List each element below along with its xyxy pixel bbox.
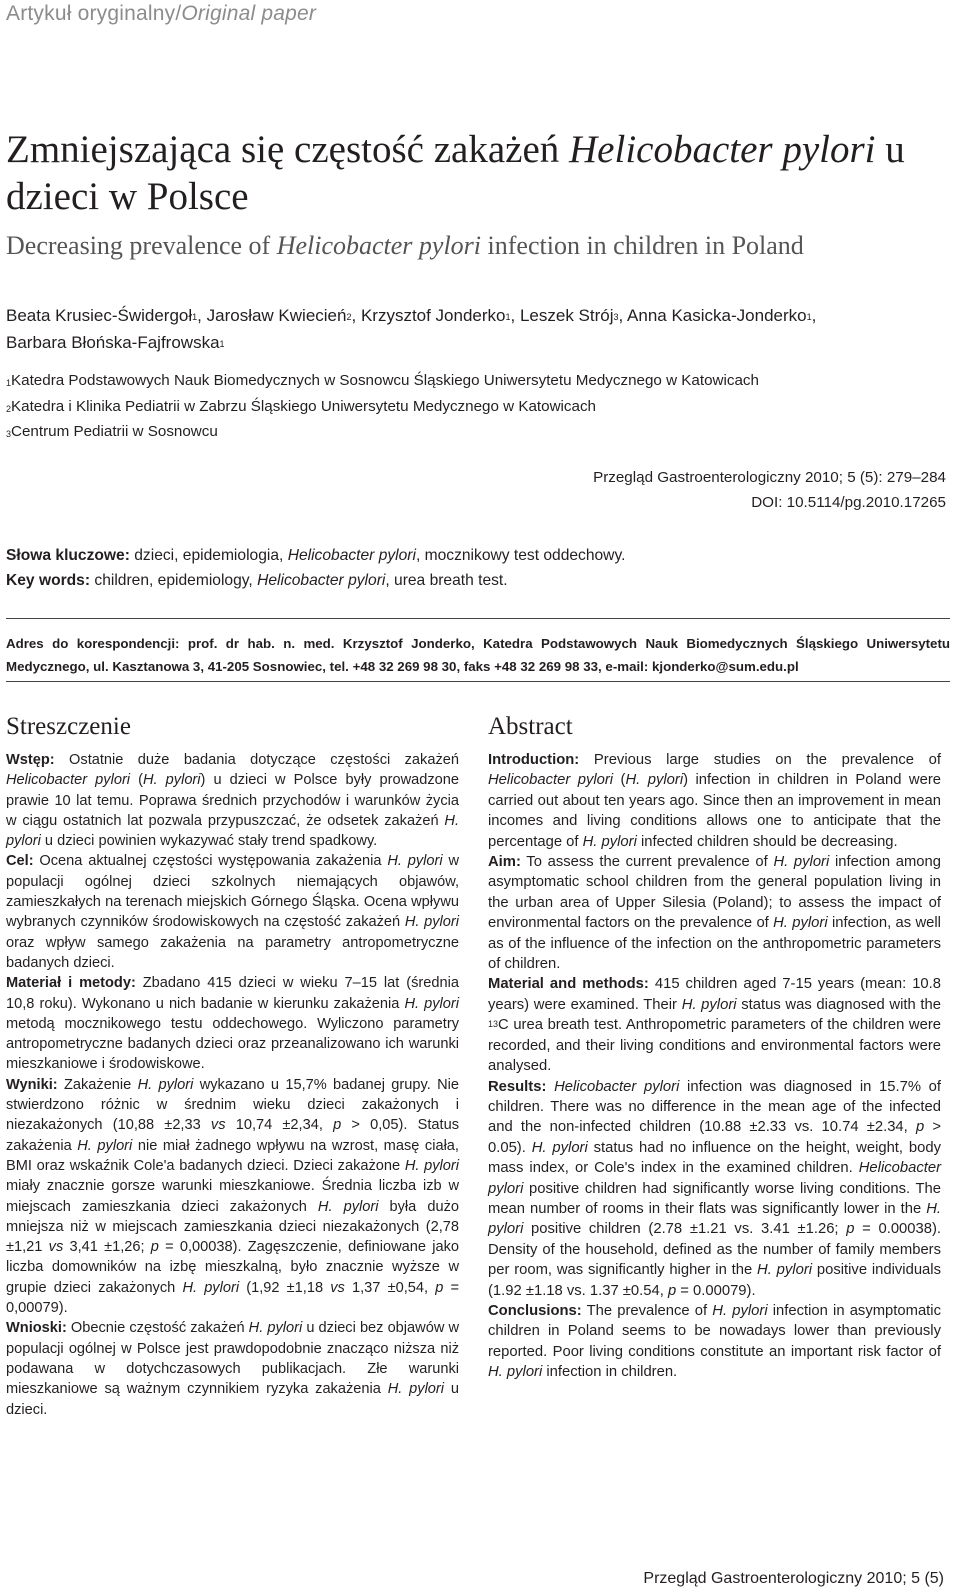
text-run: metodą mocznikowego testu oddechowego. Wyliczono parametry antropometryczne badanych dzieci oraz przeanalizowano ich warunki mieszkaniowe i środowiskowe. <box>6 1015 459 1073</box>
italic-run: Helicobacter pylori <box>488 772 614 789</box>
italic-run: Helicobacter pylori <box>554 1078 680 1095</box>
keywords-block <box>6 543 956 593</box>
text-run: To assess the current prevalence of <box>520 854 774 871</box>
text-run: = 0.00038). Density of the household, defined as the number of family members per room, was significantly higher in the <box>488 1221 942 1279</box>
italic-run: H. pylori <box>77 1137 133 1154</box>
affiliation-number: 1 <box>6 378 12 388</box>
title-polish <box>6 126 956 220</box>
italic-run: p <box>333 1117 342 1134</box>
text-run: infection, as well as of the influence of the infection on the anthropometric parameters of children. <box>488 915 941 973</box>
italic-run: H. pylori <box>773 915 828 932</box>
author-affiliation-mark: 1 <box>806 312 812 322</box>
text-run: positive children had significantly worse living conditions. The mean number of rooms in their flats was significantly lower in the <box>488 1180 941 1217</box>
abstract-text <box>488 750 941 1383</box>
text-run: ) infection in children in Poland were carried out about ten years ago. Since then an improvement in mean incomes and living conditions allows one to anticipate that the percentage of <box>488 772 941 850</box>
title-en-text: Decreasing prevalence of <box>6 231 277 260</box>
italic-run: p <box>915 1119 925 1136</box>
author: Anna Kasicka-Jonderko$^1$, <box>627 306 817 325</box>
affiliation-list <box>6 368 956 445</box>
italic-run: H. pylori <box>681 996 737 1013</box>
italic-run: H. pylori <box>248 1320 303 1337</box>
keywords-pl-label: Słowa kluczowe: <box>6 547 130 564</box>
italic-run: H. pylori <box>404 995 459 1012</box>
streszczenie-text <box>6 750 459 1420</box>
author-name: Krzysztof Jonderko <box>360 306 506 325</box>
text-run: = 0,00079). <box>6 1279 460 1317</box>
text-run: u dzieci powinien wykazywać stały trend spadkowy. <box>40 833 378 850</box>
italic-run: H. pylori <box>712 1302 768 1319</box>
italic-run: vs <box>330 1279 345 1296</box>
streszczenie-heading: Streszczenie <box>6 713 131 740</box>
affiliation-number: 3 <box>6 429 12 439</box>
text-run: Ostatnie duże badania dotyczące częstości zakażeń <box>54 752 459 768</box>
italic-run: H. pylori <box>531 1139 588 1156</box>
text-run: Obecnie częstość zakażeń <box>66 1320 249 1337</box>
text-run: w populacji ogólnej dzieci szkolnych niemających objawów, zamieszkałych na terenach miejskich Górnego Śląska. Ocena wpływu wybranych czynników środowiskowych na częstość zakażeń <box>6 853 460 931</box>
page-footer: Przegląd Gastroenterologiczny 2010; 5 (5) <box>643 1570 944 1587</box>
keywords-en-text-end: , urea breath test. <box>385 572 508 589</box>
doi: DOI: 10.5114/pg.2010.17265 <box>751 494 946 511</box>
text-run: Previous large studies on the prevalence of <box>579 752 941 768</box>
title-pl-text: Zmniejszająca się częstość zakażeń <box>6 128 570 171</box>
section-label-material: Materiał i metody: <box>6 975 136 992</box>
streszczenie-column <box>6 710 459 1420</box>
keywords-english <box>6 568 956 593</box>
divider-top <box>6 618 950 619</box>
text-run: ( <box>130 772 143 789</box>
text-run: 10,74 ±2,34, <box>225 1117 334 1134</box>
section-label-methods: Material and methods: <box>488 976 649 993</box>
italic-run: H. pylori <box>757 1262 813 1279</box>
text-run: 1,37 ±0,54, <box>344 1279 436 1296</box>
italic-run: p <box>435 1279 444 1296</box>
italic-run: Helicobacter pylori <box>488 1160 941 1197</box>
author: Leszek Strój$^3$, <box>519 306 628 325</box>
text-run: status had no influence on the height, weight, body mass index, or Cole's index in the examined children. <box>488 1139 942 1177</box>
italic-run: H. pylori <box>488 1200 941 1238</box>
author-name: Beata Krusiec-Świdergoł <box>6 306 193 325</box>
keywords-en-species: Helicobacter pylori <box>257 572 386 589</box>
section-label-conclusions: Conclusions: <box>488 1302 582 1319</box>
text-run: Zbadano 415 dzieci w wieku 7–15 lat (średnia 10,8 roku). Wykonano u nich badanie w kierunku zakażenia <box>6 975 459 1012</box>
text-run: ) u dzieci w Polsce były prowadzone prawie 10 lat temu. Poprawa średnich przychodów i warunków życia w ciągu ostatnich lat pozwala przypuszczać, że odsetek zakażeń <box>6 772 460 829</box>
title-english <box>6 230 956 262</box>
italic-run: H. pylori <box>387 1381 445 1398</box>
author: Beata Krusiec-Świdergoł$^1$, <box>6 306 207 325</box>
section-label-introduction: Introduction: <box>488 752 580 768</box>
author-name: Jarosław Kwiecień <box>206 306 347 325</box>
section-label-wyniki: Wyniki: <box>6 1076 58 1093</box>
author-affiliation-mark: 1 <box>192 312 198 322</box>
italic-run: H. pylori <box>488 1364 543 1381</box>
italic-run: H. pylori <box>625 772 684 789</box>
italic-run: Helicobacter pylori <box>6 772 131 789</box>
author-affiliation-mark: 1 <box>505 312 511 322</box>
keywords-pl-species: Helicobacter pylori <box>287 547 416 564</box>
journal-citation: Przegląd Gastroenterologiczny 2010; 5 (5): 279–284 <box>593 469 946 486</box>
keywords-polish <box>6 543 956 568</box>
text-run: była dużo mniejsza niż w miejscach zamieszkania dzieci niezakażonych (2,78 ±1,21 <box>6 1198 459 1256</box>
section-label-wnioski: Wnioski: <box>6 1320 67 1337</box>
author: Jarosław Kwiecień$^2$, <box>206 306 361 325</box>
section-label-aim: Aim: <box>488 854 521 871</box>
text-run: The prevalence of <box>581 1302 713 1319</box>
text-run: 3,41 ±1,26; <box>63 1239 151 1256</box>
italic-run: H. pylori <box>582 833 637 850</box>
author-name: Barbara Błońska-Fajfrowska <box>6 333 220 352</box>
author-affiliation-mark: 1 <box>219 339 225 349</box>
text-run: infection in asymptomatic children in Poland seems to be nowadays lower than previously reported. Poor living conditions constitute an important risk factor of <box>488 1302 941 1360</box>
text-run: > 0.05). <box>488 1119 941 1156</box>
divider-bottom <box>6 681 950 682</box>
affiliation-text: Centrum Pediatrii w Sosnowcu <box>11 423 218 440</box>
text-run: infected children should be decreasing. <box>636 833 898 850</box>
italic-run: H. pylori <box>387 853 443 870</box>
superscript-isotope: 13 <box>488 1019 499 1030</box>
text-run: = 0,00038). Zagęszczenie, definiowane jako liczba domowników na izbę mieszkalną, było znacznie wyższe w grupie dzieci zakażonych <box>6 1239 459 1296</box>
abstract-column <box>488 710 941 1383</box>
title-pl-text-end: u dzieci w Polsce <box>6 128 905 218</box>
italic-run: H. pylori <box>6 812 459 850</box>
author-affiliation-mark: 3 <box>613 312 619 322</box>
italic-run: vs <box>48 1239 64 1256</box>
author-list <box>6 302 956 356</box>
article-type-separator: / <box>175 2 182 25</box>
keywords-pl-text-end: , mocznikowy test oddechowy. <box>415 547 626 564</box>
title-en-text-end: infection in children in Poland <box>481 231 804 260</box>
keywords-en-text: children, epidemiology, <box>90 572 258 589</box>
text-run: Ocena aktualnej częstości występowania zakażenia <box>33 853 388 870</box>
text-run: infection was diagnosed in 15.7% of children. There was no difference in the mean age of the infected and the non-infected children (10.88 ±2.33 vs. 10.74 ±2.34, <box>488 1078 941 1136</box>
affiliation <box>6 419 956 445</box>
text-run: > 0,05). Status zakażenia <box>6 1117 460 1154</box>
text-run: (1,92 ±1,18 <box>239 1279 331 1296</box>
author <box>6 333 225 352</box>
section-label-results: Results: <box>488 1078 547 1095</box>
author-affiliation-mark: 2 <box>346 312 352 322</box>
title-pl-species: Helicobacter pylori <box>569 128 876 171</box>
affiliation <box>6 368 956 394</box>
abstract-heading: Abstract <box>488 713 573 740</box>
italic-run: p <box>150 1239 159 1256</box>
citation-block <box>593 465 946 515</box>
text-run: positive children (2.78 ±1.21 vs. 3.41 ±1.26; <box>523 1221 847 1238</box>
affiliation-number: 2 <box>6 403 12 414</box>
affiliation <box>6 394 956 420</box>
italic-run: p <box>846 1221 855 1238</box>
text-run: positive individuals (1.92 ±1.18 vs. 1.37 ±0.54, <box>488 1262 941 1299</box>
italic-run: H. pylori <box>404 914 459 931</box>
affiliation-text: Katedra Podstawowych Nauk Biomedycznych w Sosnowcu Śląskiego Uniwersytetu Medycznego w Katowicach <box>11 372 759 389</box>
article-type-label <box>6 2 316 26</box>
text-run: miały znacznie gorsze warunki mieszkaniowe. Średnia liczba izb w miejscach zamieszkania dzieci zakażonych <box>6 1178 459 1215</box>
text-run: infection in children. <box>542 1364 678 1381</box>
italic-run: H. pylori <box>317 1198 379 1215</box>
text-run: oraz wpływ samego zakażenia na parametry antropometryczne badanych dzieci. <box>6 934 459 971</box>
italic-run: H. pylori <box>137 1076 194 1093</box>
text-run: wykazano u 15,7% badanej grupy. Nie stwierdzono różnic w średnim wieku dzieci zakażonych i niezakażonych (10,88 ±2,33 <box>6 1076 459 1134</box>
text-run: u dzieci bez objawów w populacji ogólnej w Polsce jest prawdopodobnie znacząco niższa niż podawana w dotychczasowych publikacjach. Złe warunki mieszkaniowe są ważnym czynnikiem ryzyka zakażenia <box>6 1320 459 1398</box>
correspondence-address: Adres do korespondencji: prof. dr hab. n. med. Krzysztof Jonderko, Katedra Podstawowych Nauk Biomedycznych Śląskiego Uniwersytetu Medycznego, ul. Kasztanowa 3, 41-205 Sosnowiec, tel. +48 32 269 98 30, faks +48 32 269 98 33, e-mail: kjonderko@sum.edu.pl <box>6 636 950 674</box>
italic-run: vs <box>210 1117 226 1134</box>
text-run: status was diagnosed with the <box>736 996 941 1013</box>
text-run: 415 children aged 7-15 years (mean: 10.8 years) were examined. Their <box>488 976 941 1013</box>
section-label-cel: Cel: <box>6 853 34 870</box>
author-name: Anna Kasicka-Jonderko <box>627 306 807 325</box>
keywords-pl-text: dzieci, epidemiologia, <box>129 547 288 564</box>
italic-run: H. pylori <box>143 772 201 789</box>
text-run <box>546 1079 554 1095</box>
italic-run: H. pylori <box>182 1279 240 1296</box>
italic-run: H. pylori <box>404 1157 459 1174</box>
text-run: u dzieci. <box>6 1381 459 1418</box>
text-run: ( <box>613 772 626 789</box>
text-run: Zakażenie <box>57 1076 138 1093</box>
text-run: nie miał żadnego wpływu na wzrost, masę ciała, BMI oraz wskaźnik Cole'a badanych dzieci. Dzieci zakażone <box>6 1137 459 1174</box>
italic-run: H. pylori <box>773 854 830 871</box>
italic-run: p <box>667 1282 677 1299</box>
keywords-en-label: Key words: <box>6 572 91 589</box>
title-en-species: Helicobacter pylori <box>276 231 482 260</box>
author: Krzysztof Jonderko$^1$, <box>360 306 520 325</box>
article-type-en: Original paper <box>181 2 317 25</box>
article-type-pl: Artykuł oryginalny <box>6 2 176 25</box>
section-label-wstep: Wstęp: <box>6 752 55 768</box>
text-run: infection among asymptomatic school children from the general population living in the urban area of Upper Silesia (Poland); to assess the impact of environmental factors on the prevalence of <box>488 854 941 932</box>
affiliation-text: Katedra i Klinika Pediatrii w Zabrzu Śląskiego Uniwersytetu Medycznego w Katowicach <box>11 397 597 415</box>
text-run: = 0.00079). <box>676 1282 756 1299</box>
text-run: C urea breath test. Anthropometric parameters of the children were recorded, and their living conditions and environmental factors were analysed. <box>488 1017 941 1075</box>
author-name: Leszek Strój <box>519 306 614 325</box>
